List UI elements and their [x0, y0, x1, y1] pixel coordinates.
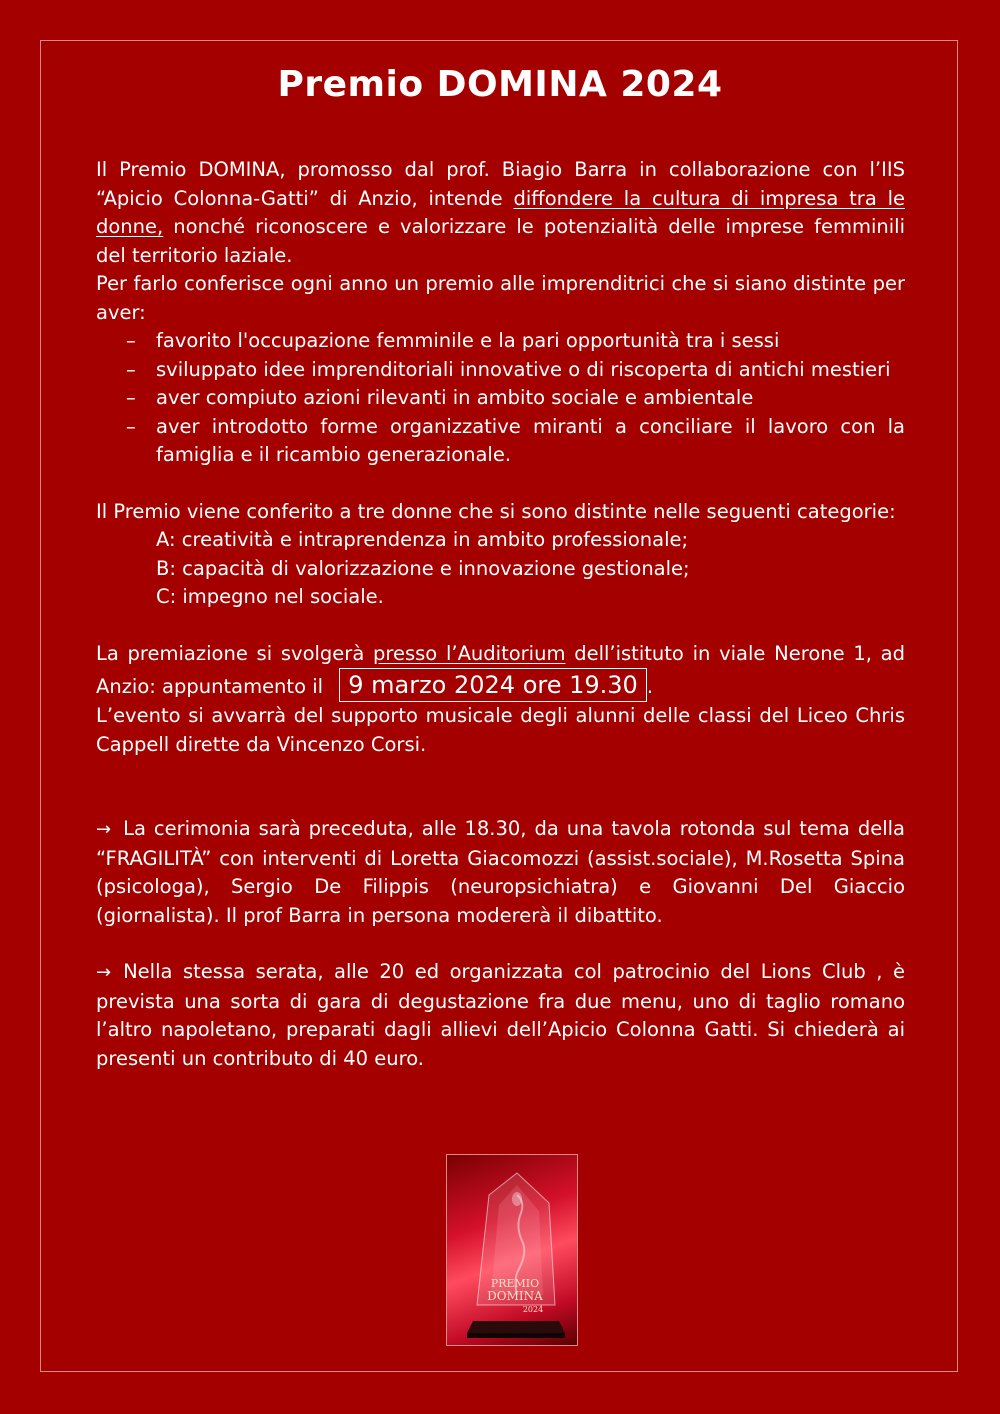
- category-item: A: creatività e intraprendenza in ambito professionale;: [156, 528, 689, 551]
- list-item: – aver introdotto forme organizzative miranti a conciliare il lavoro con la famiglia e il ricambio generazionale.: [156, 413, 905, 470]
- intro-paragraph: [96, 156, 905, 270]
- dinner-text: Nella stessa serata, alle 20 ed organizzata col patrocinio del Lions Club , è prevista una sorta di gara di degustazione fra due menu, uno di taglio romano l’altro napoletano, preparati dagli allievi dell’Apicio Colonna Gatti. Si chiederà ai presenti un contributo di 40 euro.: [96, 960, 905, 1070]
- ceremony-underlined-text: presso l’Auditorium: [373, 641, 566, 665]
- document-body: [96, 156, 905, 1073]
- trophy-logo-line2: DOMINA: [487, 1289, 543, 1303]
- arrow-icon: →: [96, 962, 112, 983]
- roundtable-text: La cerimonia sarà preceduta, alle 18.30, da una tavola rotonda sul tema della “FRAGILITÀ” con interventi di Loretta Giacomozzi (assist.sociale), M.Rosetta Spina (psicologa), Sergio De Filippis (neuropsichiatra) e Giovanni Del Giaccio (giornalista). Il prof Barra in persona modererà il dibattito.: [96, 817, 905, 927]
- intro-paragraph-2: Per farlo conferisce ogni anno un premio alle imprenditrici che si siano distinte per aver:: [96, 272, 905, 324]
- intro-underlined-text: diffondere la cultura di impresa tra le donne,: [96, 186, 905, 238]
- intro-text-a: Il Premio DOMINA, promosso dal prof. Biagio Barra in collaborazione con l’IIS “Apicio Colonna-Gatti” di Anzio, intende: [96, 158, 905, 210]
- trophy-image: [446, 1154, 578, 1346]
- categories-intro: Il Premio viene conferito a tre donne che si sono distinte nelle seguenti categorie:: [96, 499, 896, 523]
- ceremony-text-b: dell’istituto in viale Nerone 1, ad Anzio: appuntamento il: [96, 641, 906, 698]
- ceremony-paragraph: [96, 640, 905, 703]
- roundtable-paragraph: [96, 815, 905, 930]
- event-date-box: 9 marzo 2024 ore 19.30: [339, 668, 647, 702]
- criteria-list: [96, 327, 905, 470]
- arrow-icon: →: [96, 819, 112, 840]
- category-item: B: capacità di valorizzazione e innovazione gestionale;: [156, 556, 690, 580]
- list-item: – aver compiuto azioni rilevanti in ambito sociale e ambientale: [156, 384, 905, 413]
- dinner-paragraph: [96, 958, 905, 1073]
- list-item: – favorito l'occupazione femminile e la pari opportunità tra i sessi: [156, 327, 905, 356]
- music-paragraph: L’evento si avvarrà del supporto musicale degli alunni delle classi del Liceo Chris Cappell dirette da Vincenzo Corsi.: [96, 704, 905, 756]
- page-title: Premio DOMINA 2024: [277, 64, 723, 105]
- intro-text-b: nonché riconoscere e valorizzare le potenzialità delle imprese femminili del territorio laziale.: [96, 215, 905, 267]
- category-item: C: impegno nel sociale.: [156, 585, 384, 608]
- trophy-graphic: [447, 1155, 577, 1345]
- list-item: – sviluppato idee imprenditoriali innovative o di riscoperta di antichi mestieri: [156, 356, 905, 385]
- ceremony-date-period: .: [646, 675, 654, 698]
- ceremony-text-a: La premiazione si svolgerà: [96, 641, 374, 665]
- trophy-logo-line1: PREMIO: [490, 1277, 540, 1290]
- trophy-logo-year: 2024: [522, 1305, 544, 1314]
